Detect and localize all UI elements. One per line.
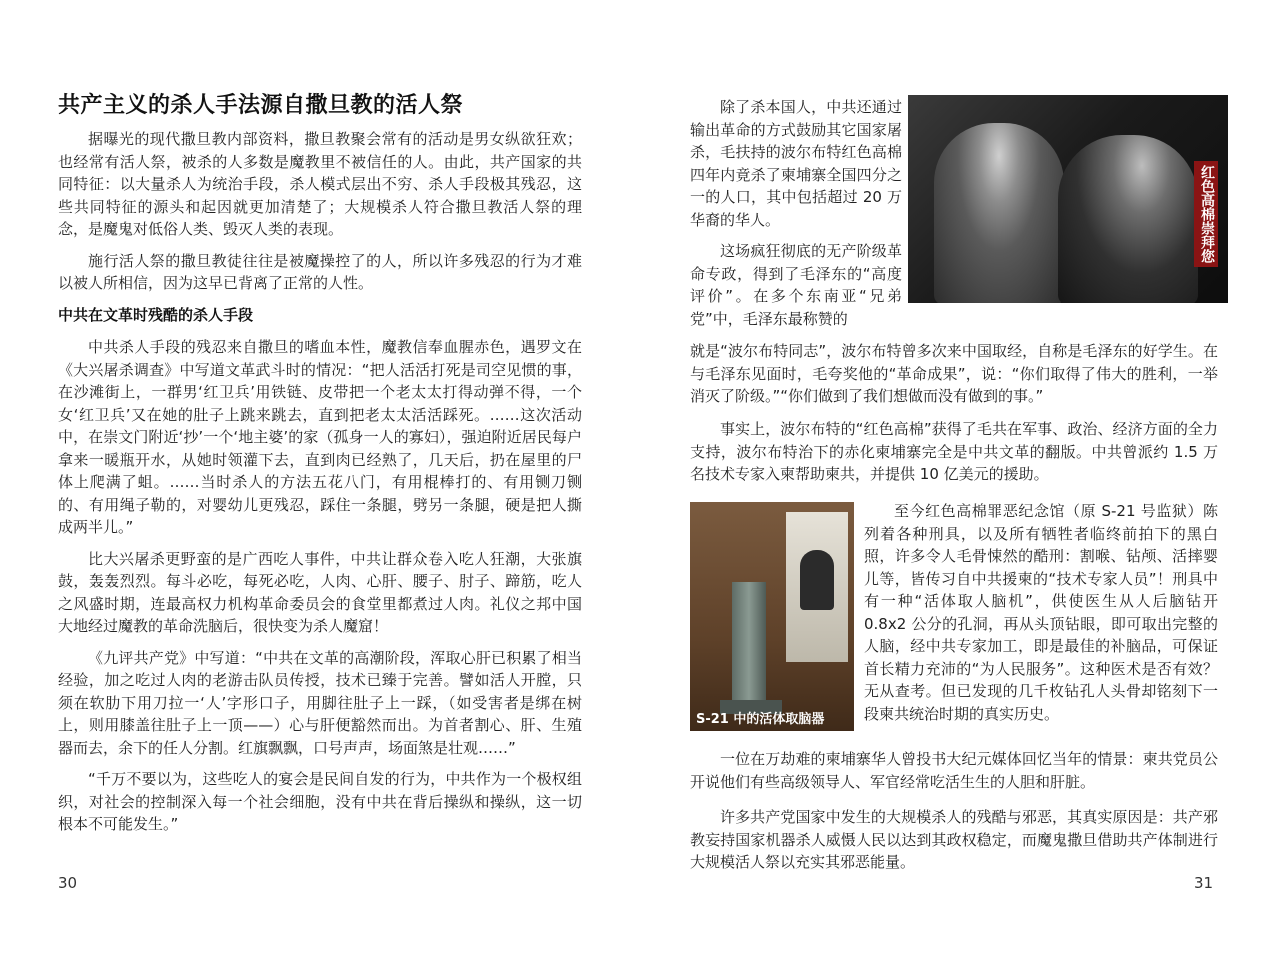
paragraph: 这场疯狂彻底的无产阶级革命专政，得到了毛泽东的“高度评价”。在多个东南亚“兄弟党”中，毛泽东最称赞的 [690,242,902,328]
mao-polpot-photo [908,95,1228,303]
left-page [0,0,632,978]
page-number-right: 31 [1194,874,1214,892]
paragraph: 除了杀本国人，中共还通过输出革命的方式鼓励其它国家屠杀，毛扶持的波尔布特红色高棉四年内竟杀了柬埔寨全国四分之一的人口，其中包括超过 20 万华裔的华人。 [690,98,902,229]
paragraph: 中共杀人手段的残忍来自撒旦的嗜血本性，魔教信奉血腥赤色，遇罗文在《大兴屠杀调查》中写道文革武斗时的情况：“把人活活打死是司空见惯的事，在沙滩街上，一群男‘红卫兵’用铁链、皮带把一个老太太打得动弹不得，一个女‘红卫兵’又在她的肚子上跳来跳去，直到把老太太活活踩死。……这次活动中，在崇文门附近‘抄’一个‘地主婆’的家（孤身一人的寡妇），强迫附近居民每户拿来一暖瓶开水，从她时领灌下去，直到肉已经熟了，几天后，扔在屋里的尸体上爬满了蛆。……当时杀人的方法五花八门，有用棍棒打的、有用铡刀铡的、有用绳子勒的，对婴幼儿更残忍，踩住一条腿，劈另一条腿，硬是把人撕成两半儿。” [58,338,582,536]
paragraph: 一位在万劫难的柬埔寨华人曾投书大纪元媒体回忆当年的情景：柬共党员公开说他们有些高级领导人、军官经常吃活生生的人胆和肝脏。 [690,750,1218,791]
paragraph: 施行活人祭的撒旦教徒往往是被魔操控了的人，所以许多残忍的行为才难以被人所相信，因为这早已背离了正常的人性。 [58,251,582,292]
paragraph: 《九评共产党》中写道：“中共在文革的高潮阶段，浑取心肝已积累了相当经验，加之吃过人肉的老游击队员传授，技术已臻于完善。譬如活人开膛，只须在软肋下用刀拉一‘人’字形口子，用脚往肚子上一踩，（如受害者是绑在树上，则用膝盖往肚子上一顶——）心与肝便豁然而出。为首者割心、肝、生殖器而去，余下的任人分割。红旗飘飘，口号声声，场面煞是壮观……” [58,648,582,757]
paragraph: 比大兴屠杀更野蛮的是广西吃人事件，中共让群众卷入吃人狂潮，大张旗鼓，轰轰烈烈。每斗必吃，每死必吃，人肉、心肝、腰子、肘子、蹄筋，吃人之风盛时期，连最高权力机构革命委员会的食堂里都煮过人肉。礼仪之邦中国大地经过魔教的革命洗脑后，很快变为杀人魔窟！ [58,549,582,635]
paragraph: 许多共产党国家中发生的大规模杀人的残酷与邪恶，其真实原因是：共产邪教妄持国家机器杀人威慑人民以达到其政权稳定，而魔鬼撒旦借助共产体制进行大规模活人祭以充实其邪恶能量。 [690,808,1218,871]
paragraph: “千万不要以为，这些吃人的宴会是民间自发的行为，中共作为一个极权组织，对社会的控制深入每一个社会细胞，没有中共在背后操纵和操纵，这一切根本不可能发生。” [58,770,582,833]
page-number-left: 30 [58,874,78,892]
photo-figure-left [934,123,1064,303]
right-page [632,0,1265,978]
paragraph: 至今红色高棉罪恶纪念馆（原 S-21 号监狱）陈列着各种刑具，以及所有牺牲者临终前拍下的黑白照，许多令人毛骨悚然的酷刑：割喉、钻颅、活摔婴儿等，皆传习自中共援柬的“技术专家人员”！刑具中有一种“活体取人脑机”，供使医生从人后脑钻开 0.8x2 公分的孔洞，再从头顶钻眼，即可取出完整的人脑，经中共专家加工，即是最佳的补脑品，可保证首长精力充沛的“为人民服务”。这种医术是否有效？无从查考。但已发现的几千枚钻孔人头骨却铭刻下一段柬共统治时期的真实历史。 [864,502,1218,723]
photo-portrait [800,550,834,610]
paragraph: 就是“波尔布特同志”，波尔布特曾多次来中国取经，自称是毛泽东的好学生。在与毛泽东见面时，毛夸奖他的“革命成果”，说：“你们取得了伟大的胜利，一举消灭了阶级。”“你们做到了我们想做而没有做到的事。” [690,342,1218,405]
photo-machine [732,582,766,712]
photo-caption-vertical: 红色高棉崇拜您 [1194,161,1218,267]
photo-figure-right [1058,135,1198,303]
paragraph: 事实上，波尔布特的“红色高棉”获得了毛共在军事、政治、经济方面的全力支持，波尔布特治下的赤化柬埔寨完全是中共文革的翻版。中共曾派约 1.5 万名技术专家入柬帮助柬共，并提供 10 亿美元的援助。 [690,420,1218,483]
paragraph: 据曝光的现代撒旦教内部资料，撒旦教聚会常有的活动是男女纵欲狂欢；也经常有活人祭，被杀的人多数是魔教里不被信任的人。由此，共产国家的共同特征：以大量杀人为统治手段，杀人模式层出不穷、杀人手段极其残忍，这些共同特征的源头和起因就更加清楚了；大规模杀人符合撒旦教活人祭的理念，是魔鬼对低俗人类、毁灭人类的表现。 [58,130,582,238]
s21-photo-caption: S-21 中的活体取脑器 [696,712,825,727]
left-body [58,128,582,845]
s21-brain-extractor-photo [690,502,854,731]
chapter-title: 共产主义的杀人手法源自撒旦教的活人祭 [58,93,464,118]
section-subheading: 中共在文革时残酷的杀人手段 [58,305,254,324]
